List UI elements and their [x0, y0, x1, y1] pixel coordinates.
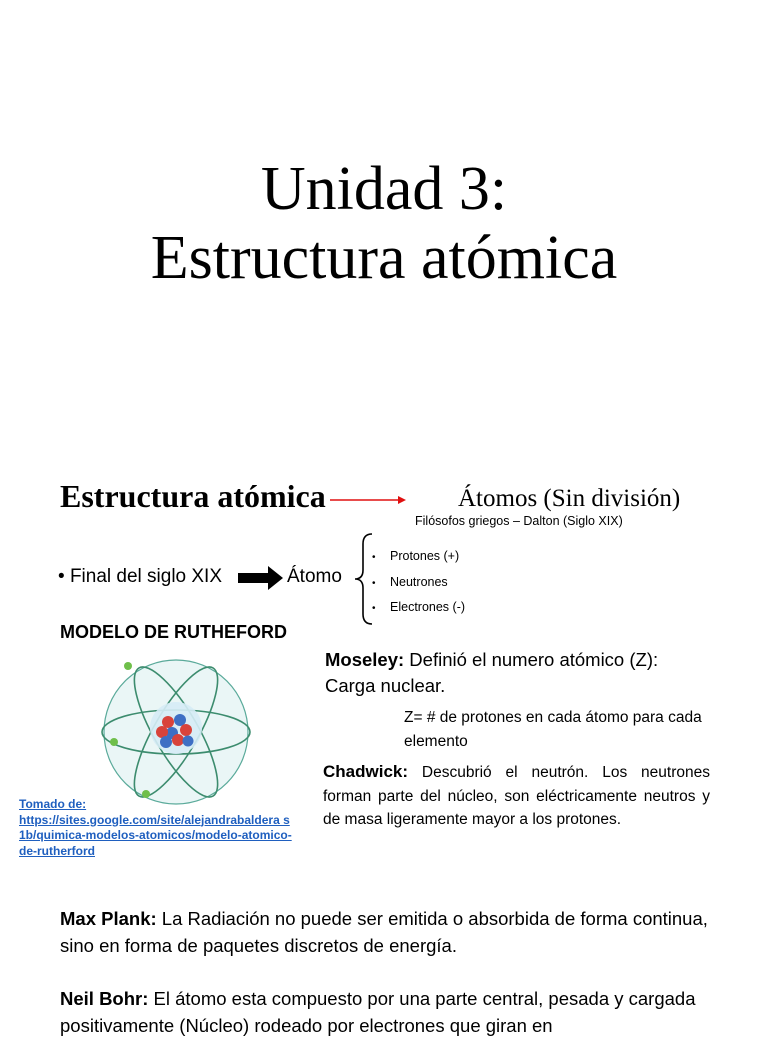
moseley-paragraph: [325, 647, 705, 699]
bohr-name: Neil Bohr:: [60, 988, 149, 1009]
source-label: Tomado de:: [19, 797, 87, 811]
slide-title-line1: Unidad 3:: [260, 155, 508, 223]
atomos-label: Átomos (Sin división): [458, 485, 681, 512]
modelo-heading: MODELO DE RUTHEFORD: [60, 622, 287, 642]
bullet-final-siglo: [58, 566, 222, 588]
moseley-name: Moseley:: [325, 649, 405, 670]
brace-icon: [352, 532, 374, 626]
plank-paragraph: [60, 905, 710, 959]
plank-name: Max Plank:: [60, 908, 157, 929]
source-link[interactable]: [19, 797, 294, 859]
chadwick-text: Descubrió el neutrón. Los neutrones forman parte del núcleo, son eléctricamente neutros y de masa ligeramente mayor a los protones.: [323, 764, 710, 828]
red-arrow-icon: [330, 490, 410, 510]
chadwick-name: Chadwick:: [323, 762, 409, 781]
particle-item: • Electrones (-): [372, 600, 466, 614]
filosofos-label: Filósofos griegos – Dalton (Siglo XIX): [415, 514, 623, 528]
z-definition: Z= # de protones en cada átomo para cada elemento: [404, 709, 702, 750]
black-arrow-icon: [238, 566, 284, 590]
section-title: Estructura atómica: [60, 478, 326, 514]
bohr-paragraph: [60, 985, 710, 1039]
slide-title-line2: Estructura atómica: [150, 224, 618, 292]
source-url[interactable]: https://sites.google.com/site/alejandrabaldera s1b/quimica-modelos-atomicos/modelo-atomico-de-rutherford: [19, 812, 292, 858]
particle-item: • Protones (+): [372, 549, 460, 563]
bohr-text: El átomo esta compuesto por una parte central, pesada y cargada positivamente (Núcleo) rodeado por electrones que giran en: [60, 988, 696, 1036]
particle-item: • Neutrones: [372, 575, 448, 589]
moseley-text: Definió el numero atómico (Z): Carga nuclear.: [325, 649, 659, 696]
final-siglo-text: Final del siglo XIX: [69, 566, 223, 587]
bullet-dot: •: [58, 566, 65, 587]
atom-illustration-icon: [98, 654, 254, 810]
atomo-label: Átomo: [287, 566, 342, 587]
plank-text: La Radiación no puede ser emitida o absorbida de forma continua, sino en forma de paquetes discretos de energía.: [60, 908, 708, 956]
chadwick-paragraph: [323, 760, 710, 832]
